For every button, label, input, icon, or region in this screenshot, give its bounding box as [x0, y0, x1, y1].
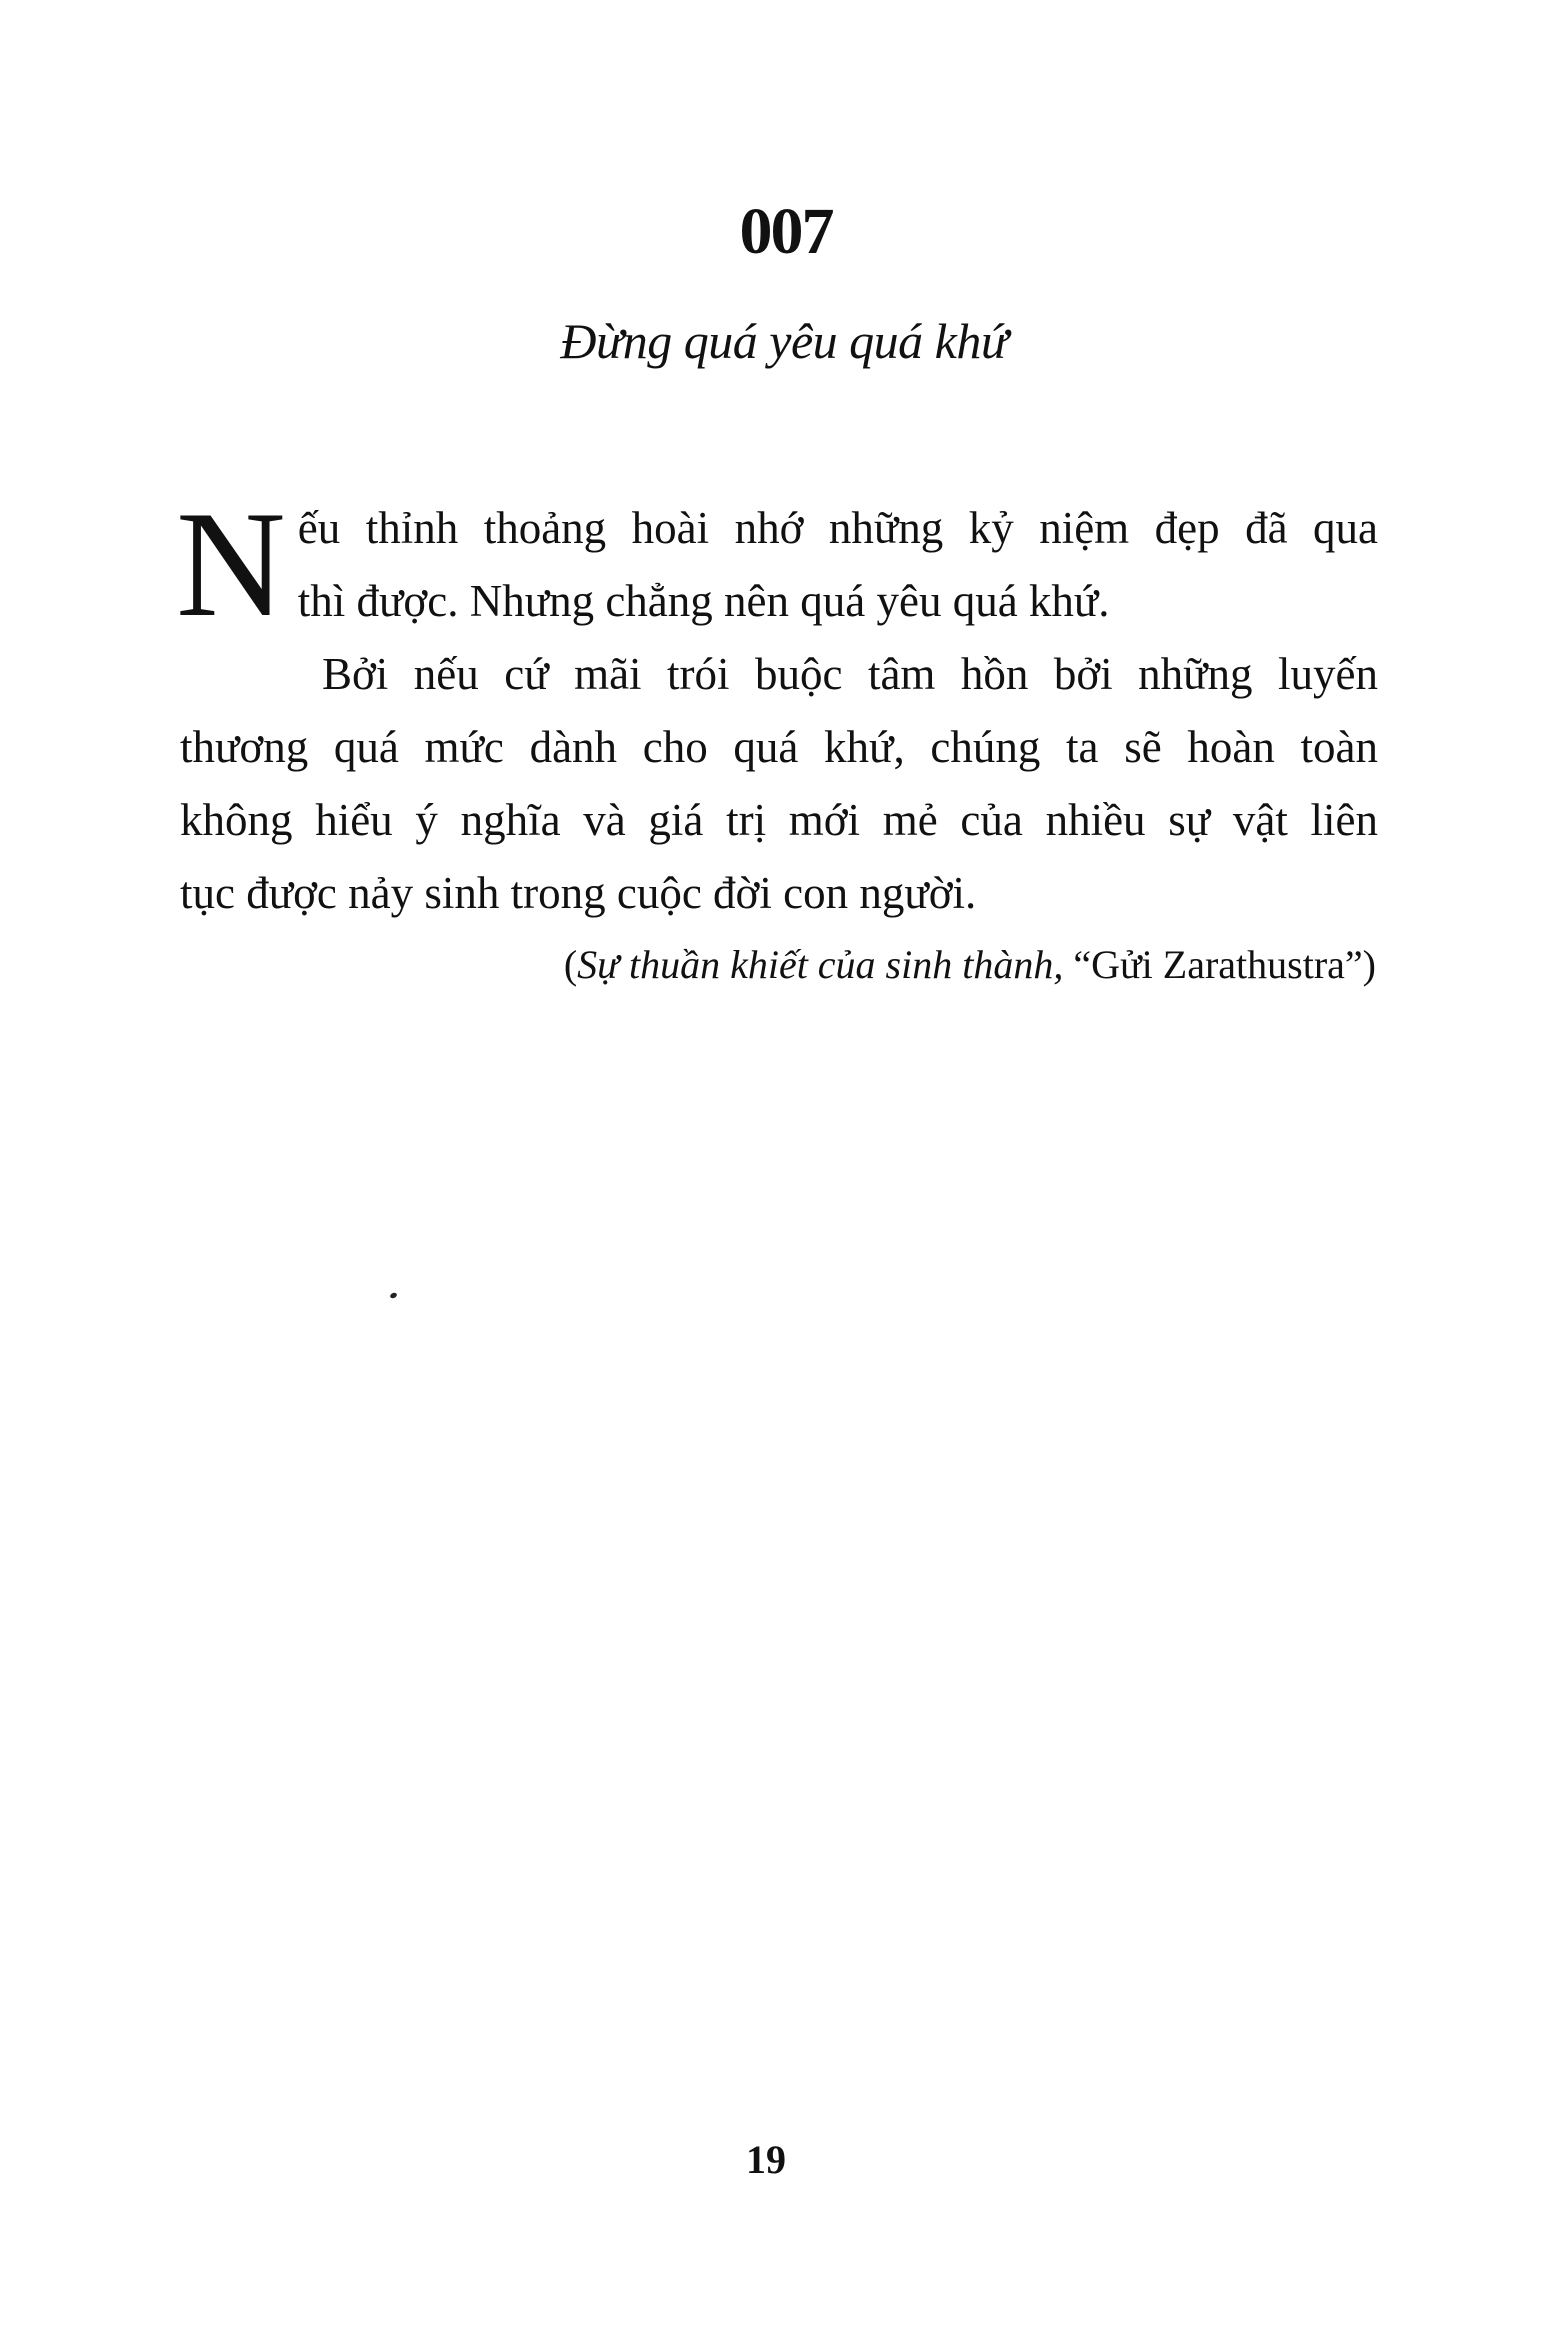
chapter-title: Đừng quá yêu quá khứ	[560, 313, 1008, 369]
attribution-open-paren: (	[563, 942, 578, 987]
print-speck	[389, 1292, 397, 1299]
text-line: không hiểu ý nghĩa và giá trị mới mẻ của nhiều sự vật liên	[180, 795, 1378, 845]
quote-attribution	[564, 935, 1376, 995]
text-line: tục được nảy sinh trong cuộc đời con người.	[180, 868, 977, 918]
attribution-work-title: Sự thuần khiết của sinh thành,	[577, 942, 1064, 987]
chapter-number: 007	[739, 195, 833, 268]
body-text	[176, 480, 1378, 930]
text-line: Bởi nếu cứ mãi trói buộc tâm hồn bởi những luyến	[322, 649, 1378, 699]
attribution-source: “Gửi Zarathustra”)	[1063, 942, 1376, 987]
drop-cap: N	[176, 480, 286, 648]
page-number: 19	[746, 2137, 786, 2182]
text-line: ếu thỉnh thoảng hoài nhớ những kỷ niệm đẹp đã qua	[297, 503, 1378, 553]
paragraph-2	[180, 638, 1378, 930]
text-line: thì được. Nhưng chẳng nên quá yêu quá khứ.	[297, 576, 1110, 626]
paragraph-1	[176, 480, 1378, 648]
text-line: thương quá mức dành cho quá khứ, chúng ta sẽ hoàn toàn	[180, 722, 1378, 772]
